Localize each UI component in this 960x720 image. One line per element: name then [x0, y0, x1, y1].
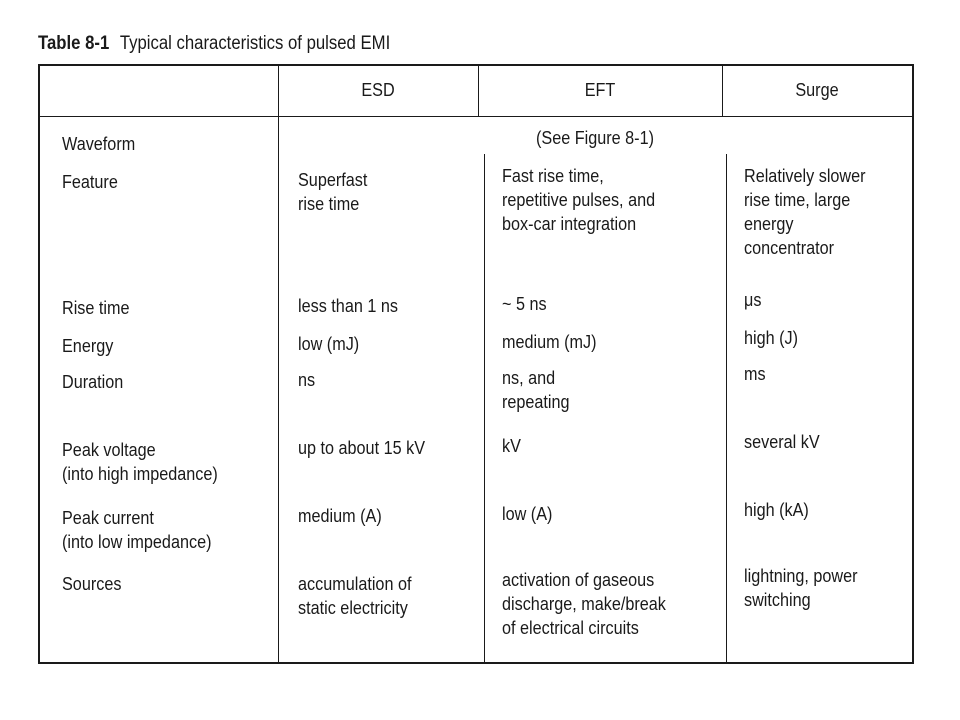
row-label-waveform: Waveform	[62, 134, 136, 154]
waveform-value: (See Figure 8-1)	[536, 128, 654, 148]
cell-feature-eft: Fast rise time, repetitive pulses, and box-car integration	[502, 166, 656, 234]
row-label-duration: Duration	[62, 372, 124, 392]
column-header-eft: EFT	[584, 80, 616, 100]
cell-peak-voltage-esd: up to about 15 kV	[298, 438, 425, 458]
column-divider-2-lower	[484, 154, 485, 662]
cell-duration-surge: ms	[744, 364, 766, 384]
cell-rise-time-eft: ~ 5 ns	[502, 294, 547, 314]
cell-sources-eft: activation of gaseous discharge, make/break of electrical circuits	[502, 570, 666, 638]
cell-energy-surge: high (J)	[744, 328, 799, 348]
cell-energy-esd: low (mJ)	[298, 334, 360, 354]
cell-peak-voltage-surge: several kV	[744, 432, 820, 452]
row-label-sources: Sources	[62, 574, 122, 594]
cell-sources-esd: accumulation of static electricity	[298, 574, 412, 618]
cell-peak-current-eft: low (A)	[502, 504, 553, 524]
row-label-peak-current: Peak current (into low impedance)	[62, 508, 212, 552]
cell-peak-current-surge: high (kA)	[744, 500, 809, 520]
column-divider-3-lower	[726, 154, 727, 662]
table-title: Typical characteristics of pulsed EMI	[119, 33, 391, 54]
column-divider-1	[278, 66, 279, 662]
cell-rise-time-surge: μs	[744, 290, 762, 310]
column-header-esd: ESD	[361, 80, 395, 100]
table-caption	[38, 32, 390, 56]
emi-characteristics-table	[38, 64, 914, 664]
table-number: Table 8-1	[38, 33, 110, 54]
cell-sources-surge: lightning, power switching	[744, 566, 858, 610]
cell-peak-voltage-eft: kV	[502, 436, 521, 456]
row-label-rise-time: Rise time	[62, 298, 130, 318]
row-label-energy: Energy	[62, 336, 114, 356]
cell-duration-esd: ns	[298, 370, 316, 390]
cell-feature-esd: Superfast rise time	[298, 170, 368, 214]
column-header-surge: Surge	[795, 80, 839, 100]
column-divider-2	[478, 66, 479, 116]
column-divider-3	[722, 66, 723, 116]
cell-feature-surge: Relatively slower rise time, large energy concentrator	[744, 166, 866, 258]
row-label-peak-voltage: Peak voltage (into high impedance)	[62, 440, 218, 484]
cell-duration-eft: ns, and repeating	[502, 368, 570, 412]
cell-energy-eft: medium (mJ)	[502, 332, 597, 352]
cell-rise-time-esd: less than 1 ns	[298, 296, 398, 316]
row-label-feature: Feature	[62, 172, 118, 192]
cell-peak-current-esd: medium (A)	[298, 506, 382, 526]
header-divider	[40, 116, 912, 117]
